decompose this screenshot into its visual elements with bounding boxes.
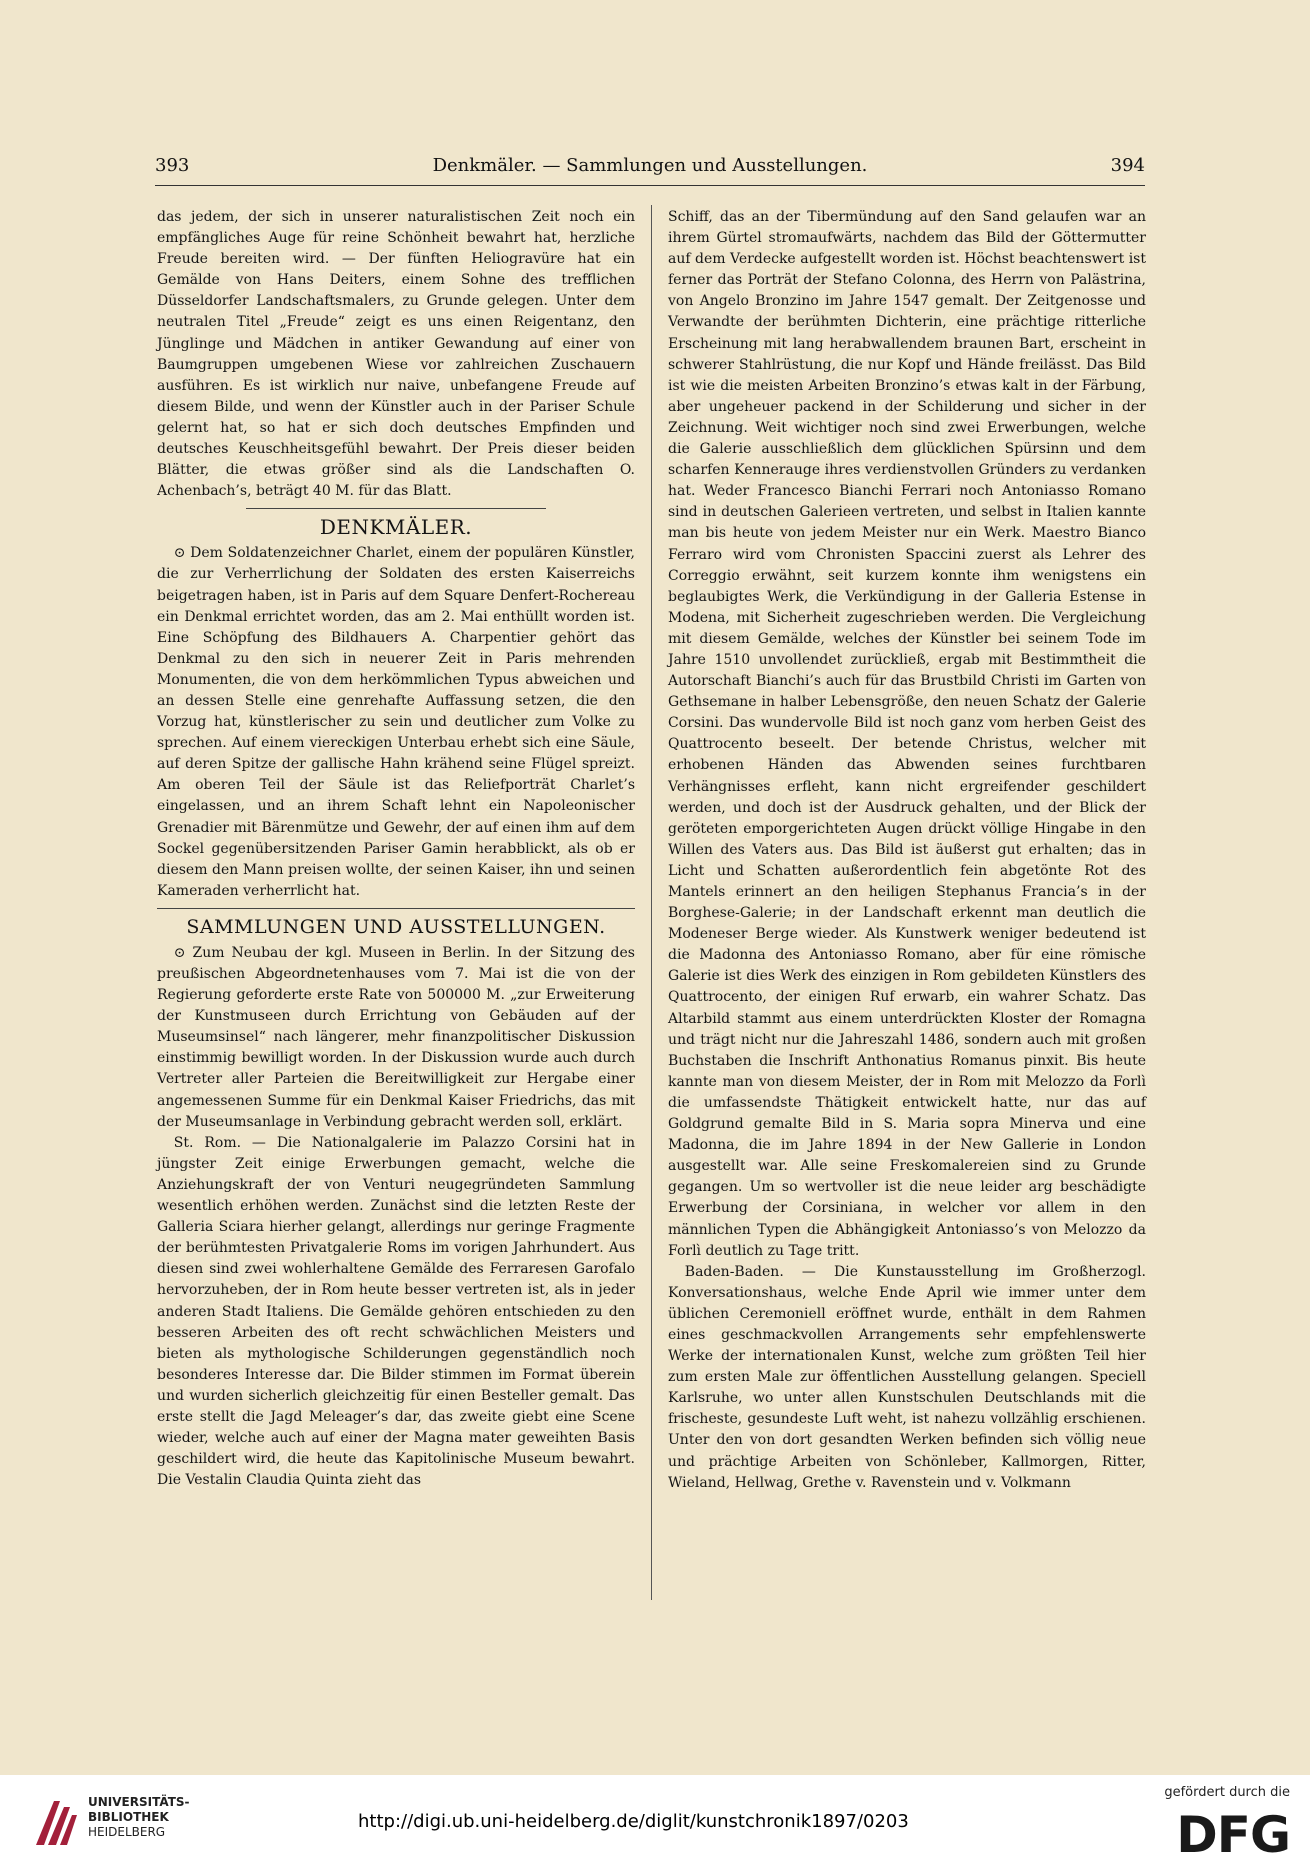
continuation-paragraph: Schiff, das an der Tibermündung auf den Sand gelaufen war an ihrem Gürtel stromaufwärts, nachdem das Bild der Göttermutter auf dem Verdecke aufgestellt worden ist. Höchst beachtenswert ist ferner das Porträt der Stefano Colonna, des Herrn von Palästrina, von Angelo Bronzino im Jahre 1547 gemalt. Der Zeitgenosse und Verwandte der berühmten Dichterin, eine prächtige ritterliche Erscheinung mit lang herabwallendem braunen Bart, erscheint in schwerer Stahlrüstung, die nur Kopf und Hände freilässt. Das Bild ist wie die meisten Arbeiten Bronzino’s etwas kalt in der Färbung, aber ungeheuer packend in der Schilderung und sicher in der Zeichnung. Weit wichtiger noch sind zwei Erwerbungen, welche die Galerie ausschließlich dem glücklichen Spürsinn und dem scharfen Kennerauge ihres verdienstvollen Gründers zu verdanken hat. Weder Francesco Bianchi Ferrari noch Antoniasso Romano sind in deutschen Galerieen vertreten, und selbst in Italien kannte man bis heute von jedem Meister nur ein Werk. Maestro Bianco Ferraro wird vom Chronisten Spaccini zuerst als Lehrer des Correggio erwähnt, seit kurzem konnte ihm wenigstens ein beglaubigtes Werk, die Verkündigung in der Galleria Estense in Modena, mit Sicherheit zugeschrieben werden. Die Vergleichung mit diesem Gemälde, welches der Künstler bei seinem Tode im Jahre 1510 unvollendet zurückließ, ergab mit Bestimmtheit die Autorschaft Bianchi’s auch für das Brustbild Christi im Garten von Gethsemane in halber Lebensgröße, den neuen Schatz der Galerie Corsini. Das wundervolle Bild ist noch ganz vom herben Geist des Quattrocento beseelt. Der betende Christus, welcher mit erhobenen Händen das Abwenden seines furchtbaren Verhängnisses erfleht, kann nicht ergreifender geschildert werden, und doch ist der Ausdruck gehalten, und der Blick der geröteten emporgerichteten Augen drückt völlige Hingabe in den Willen des Vaters aus. Das Bild ist äußerst gut erhalten; das in Licht und Schatten außerordentlich fein abgetönte Rot des Mantels erinnert an den heiligen Stephanus Francia’s in der Borghese-Galerie; in der Landschaft erkennt man deutlich die Modeneser Berge wieder. Als Kunstwerk weniger bedeutend ist die Madonna des Antoniasso Romano, aber für eine römische Galerie ist dies Werk des einzigen in Rom gebildeten Künstlers des Quattrocento, der einigen Ruf erwarb, ein wahrer Schatz. Das Altarbild stammt aus einem unterdrückten Kloster der Romagna und trägt nicht nur die Jahreszahl 1486, sondern auch mit großen Buchstaben die Inschrift Anthonatius Romanus pinxit. Bis heute kannte man von diesem Meister, der in Rom mit Melozzo da Forlì die umfassendste Thätigkeit entwickelt hatte, nur das auf Goldgrund gemalte Bild in S. Maria sopra Minerva und eine Madonna, die im Jahre 1894 in der New Gallerie in London ausgestellt war. Alle seine Freskomalereien sind zu Grunde gegangen. Um so wertvoller ist die neue leider arg beschädigte Erwerbung der Corsiniana, in welcher vor allem in den männlichen Typen die Abhängigkeit Antoniasso’s von Melozzo da Forlì deutlich zu Tage tritt. [668,209,1146,1259]
page-number-left: 393 [155,155,190,176]
digitization-footer [0,1775,1310,1870]
library-name: UNIVERSITÄTS- BIBLIOTHEK HEIDELBERG [88,1795,190,1839]
source-url-link[interactable]: http://digi.ub.uni-heidelberg.de/diglit/kunstchronik1897/0203 [358,1811,909,1832]
running-header [155,155,1145,181]
funding-label: gefördert durch die [1164,1785,1290,1800]
intro-paragraph: das jedem, der sich in unserer naturalistischen Zeit noch ein empfängliches Auge für reine Schönheit bewahrt hat, herzliche Freude bereiten wird. — Der fünften Heliogravüre hat ein Gemälde von Hans Deiters, einem Sohne des trefflichen Düsseldorfer Landschaftsmalers, zu Grunde gelegen. Unter dem neutralen Titel „Freude“ zeigt es uns einen Reigentanz, den Jünglinge und Mädchen in antiker Gewandung auf einer von Baumgruppen umgebenen Wiese vor zahlreichen Zuschauern ausführen. Es ist wirklich nur naive, unbefangene Freude auf diesem Bilde, und wenn der Künstler auch in der Pariser Schule gelernt hat, so hat er sich doch deutsches Empfinden und deutsches Keuschheitsgefühl bewahrt. Der Preis dieser beiden Blätter, die etwas größer sind als die Landschaften O. Achenbach’s, beträgt 40 M. für das Blatt. [157,209,635,500]
rom-paragraph: St. Rom. — Die Nationalgalerie im Palazzo Corsini hat in jüngster Zeit einige Erwerbungen gemacht, welche die Anziehungskraft der von Venturi neugegründeten Sammlung wesentlich erhöhen werden. Zunächst sind die letzten Reste der Galleria Sciara hierher gelangt, allerdings nur geringe Fragmente der berühmtesten Privatgalerie Roms im vorigen Jahrhundert. Aus diesen sind zwei wohlerhaltene Gemälde des Ferraresen Garofalo hervorzuheben, der in Rom heute besser vertreten ist, als in jeder anderen Stadt Italiens. Die Gemälde gehören entschieden zu den besseren Arbeiten des oft recht schwächlichen Meisters und bieten als mythologische Schilderungen gegenständlich noch besonderes Interesse dar. Die Bilder stimmen im Format überein und wurden sicherlich gleichzeitig für einen Besteller gemalt. Das erste stellt die Jagd Meleager’s dar, das zweite giebt eine Scene wieder, welche auch auf einer der Magna mater geweihten Basis geschildert wird, die heute das Kapitolinische Museum bewahrt. Die Vestalin Claudia Quinta zieht das [157,1134,635,1489]
column-divider [651,205,652,1600]
page-number-right: 394 [1110,155,1145,176]
dfg-logo: DFG [1176,1806,1290,1864]
left-column [157,207,635,1491]
running-title: Denkmäler. — Sammlungen und Ausstellungen. [432,155,868,176]
section-rule [246,508,546,509]
section-heading-denkmaeler: DENKMÄLER. [319,515,473,540]
section-heading-sammlungen: SAMMLUNGEN UND AUSSTELLUNGEN. [186,915,606,938]
header-rule [155,185,1145,186]
section-rule [157,908,635,909]
right-column [668,207,1146,1494]
baden-paragraph: Baden-Baden. — Die Kunstausstellung im Großherzogl. Konversationshaus, welche Ende April wie immer unter dem üblichen Ceremoniell eröffnet wurde, enthält in dem Rahmen eines geschmackvollen Arrangements sehr empfehlenswerte Werke der internationalen Kunst, welche zum größten Teil hier zum ersten Male zur öffentlichen Ausstellung gelangen. Speciell Karlsruhe, wo unter allen Kunstschulen Deutschlands mit die frischeste, gesundeste Luft weht, ist nahezu vollzählig erschienen. Unter den von dort gesandten Werken befinden sich völlig neue und prächtige Arbeiten von Schönleber, Kallmorgen, Ritter, Wieland, Hellwag, Grethe v. Ravenstein und v. Volkmann [668,1263,1146,1491]
berlin-paragraph: ⊙ Zum Neubau der kgl. Museen in Berlin. In der Sitzung des preußischen Abgeordnetenhauses vom 7. Mai ist die von der Regierung geforderte erste Rate von 500000 M. „zur Erweiterung der Kunstmuseen durch Errichtung von Gebäuden auf der Museumsinsel“ nach längerer, mehr finanzpolitischer Diskussion einstimmig bewilligt worden. In der Diskussion wurde auch durch Vertreter aller Parteien die Bereitwilligkeit zur Hergabe einer angemessenen Summe für ein Denkmal Kaiser Friedrichs, das mit der Museumsanlage in Verbindung gebracht werden soll, erklärt. [157,944,635,1130]
library-logo-icon [30,1793,80,1851]
denkmaeler-paragraph: ⊙ Dem Soldatenzeichner Charlet, einem der populären Künstler, die zur Verherrlichung der Soldaten des ersten Kaiserreichs beigetragen haben, ist in Paris auf dem Square Denfert-Rochereau ein Denkmal errichtet worden, das am 2. Mai enthüllt worden ist. Eine Schöpfung des Bildhauers A. Charpentier gehört das Denkmal zu den sich in neuerer Zeit in Paris mehrenden Monumenten, die von dem herkömmlichen Typus abweichen und an dessen Stelle eine genrehafte Auffassung setzen, die den Vorzug hat, künstlerischer zu sein und deutlicher zum Volke zu sprechen. Auf einem viereckigen Unterbau erhebt sich eine Säule, auf deren Spitze der gallische Hahn krähend seine Flügel spreizt. Am oberen Teil der Säule ist das Reliefporträt Charlet’s eingelassen, und an ihrem Schaft lehnt ein Napoleonischer Grenadier mit Bärenmütze und Gewehr, der auf einen ihm auf dem Sockel gegenübersitzenden Pariser Gamin herabblickt, als ob er diesem den Mann preisen wollte, der seinen Kaiser, ihn und seinen Kameraden verherrlicht hat. [157,545,635,899]
